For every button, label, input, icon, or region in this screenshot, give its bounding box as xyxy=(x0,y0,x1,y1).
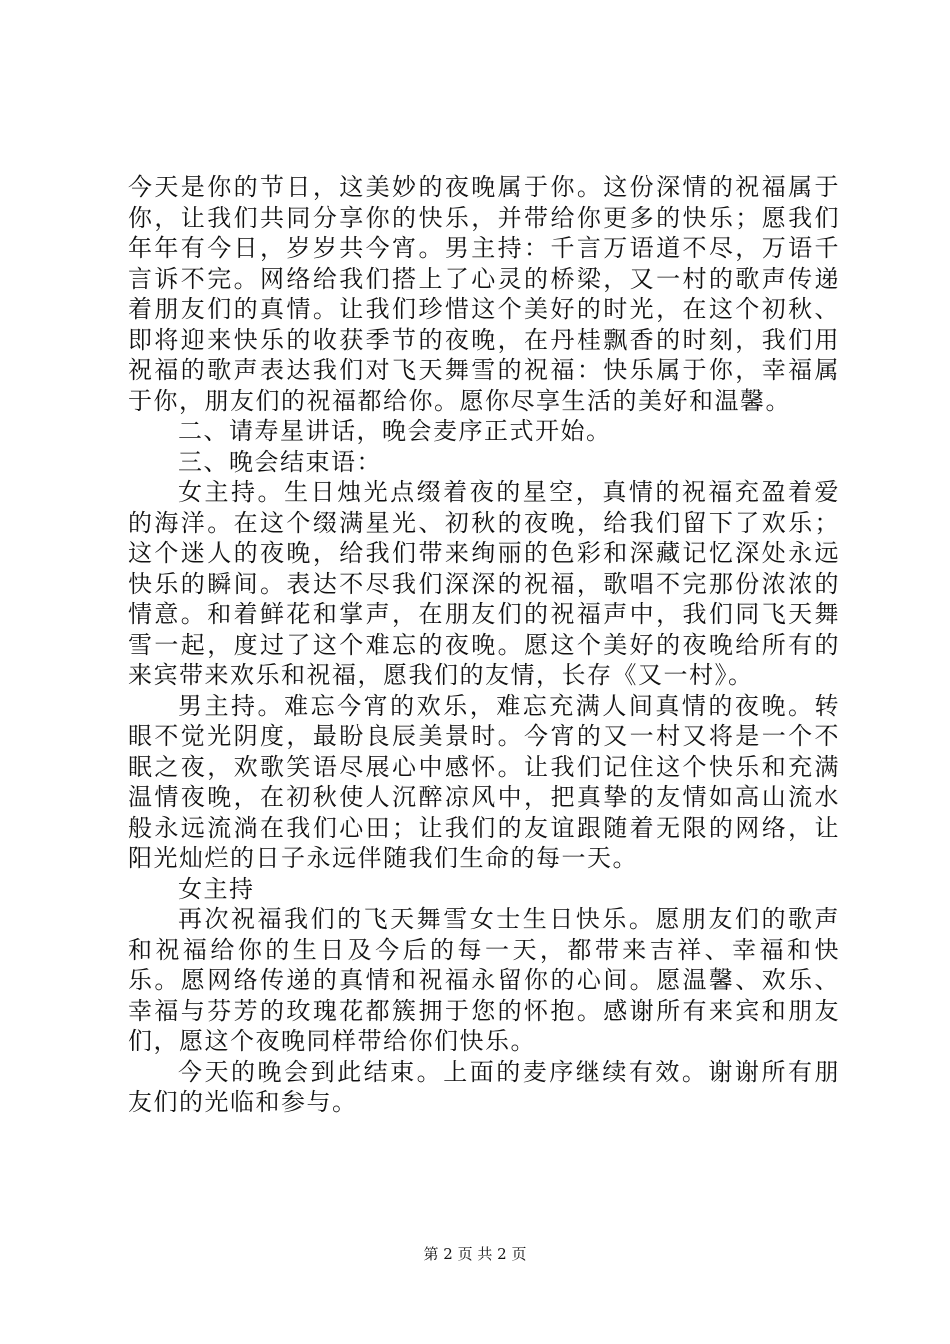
paragraph-1: 今天是你的节日，这美妙的夜晚属于你。这份深情的祝福属于你，让我们共同分享你的快乐，并带给你更多的快乐；愿我们年年有今日，岁岁共今宵。男主持：千言万语道不尽，万语千言诉不完。网络给我们搭上了心灵的桥梁，又一村的歌声传递着朋友们的真情。让我们珍惜这个美好的时光，在这个初秋、即将迎来快乐的收获季节的夜晚，在丹桂飘香的时刻，我们用祝福的歌声表达我们对飞天舞雪的祝福：快乐属于你，幸福属于你，朋友们的祝福都给你。愿你尽享生活的美好和温馨。 xyxy=(128,173,840,415)
paragraph-7: 再次祝福我们的飞天舞雪女士生日快乐。愿朋友们的歌声和祝福给你的生日及今后的每一天，都带来吉祥、幸福和快乐。愿网络传递的真情和祝福永留你的心间。愿温馨、欢乐、幸福与芬芳的玫瑰花都簇拥于您的怀抱。感谢所有来宾和朋友们，愿这个夜晚同样带给你们快乐。 xyxy=(128,905,840,1055)
paragraph-3: 三、晚会结束语： xyxy=(178,447,382,476)
document-body xyxy=(128,172,840,1118)
paragraph-4: 女主持。生日烛光点缀着夜的星空，真情的祝福充盈着爱的海洋。在这个缀满星光、初秋的夜晚，给我们留下了欢乐；这个迷人的夜晚，给我们带来绚丽的色彩和深藏记忆深处永远快乐的瞬间。表达不尽我们深深的祝福，歌唱不完那份浓浓的情意。和着鲜花和掌声，在朋友们的祝福声中，我们同飞天舞雪一起，度过了这个难忘的夜晚。愿这个美好的夜晚给所有的来宾带来欢乐和祝福，愿我们的友情，长存《又一村》。 xyxy=(128,478,840,689)
page-footer: 第 2 页 共 2 页 xyxy=(423,1245,527,1263)
paragraph-8: 今天的晚会到此结束。上面的麦序继续有效。谢谢所有朋友们的光临和参与。 xyxy=(128,1057,840,1116)
paragraph-2: 二、请寿星讲话，晚会麦序正式开始。 xyxy=(178,417,612,445)
paragraph-5: 男主持。难忘今宵的欢乐，难忘充满人间真情的夜晚。转眼不觉光阴度，最盼良辰美景时。今宵的又一村又将是一个不眠之夜，欢歌笑语尽展心中感怀。让我们记住这个快乐和充满温情夜晚，在初秋使人沉醉凉风中，把真挚的友情如高山流水般永远流淌在我们心田；让我们的友谊跟随着无限的网络，让阳光灿烂的日子永远伴随我们生命的每一天。 xyxy=(128,691,840,872)
paragraph-6: 女主持 xyxy=(178,874,255,903)
